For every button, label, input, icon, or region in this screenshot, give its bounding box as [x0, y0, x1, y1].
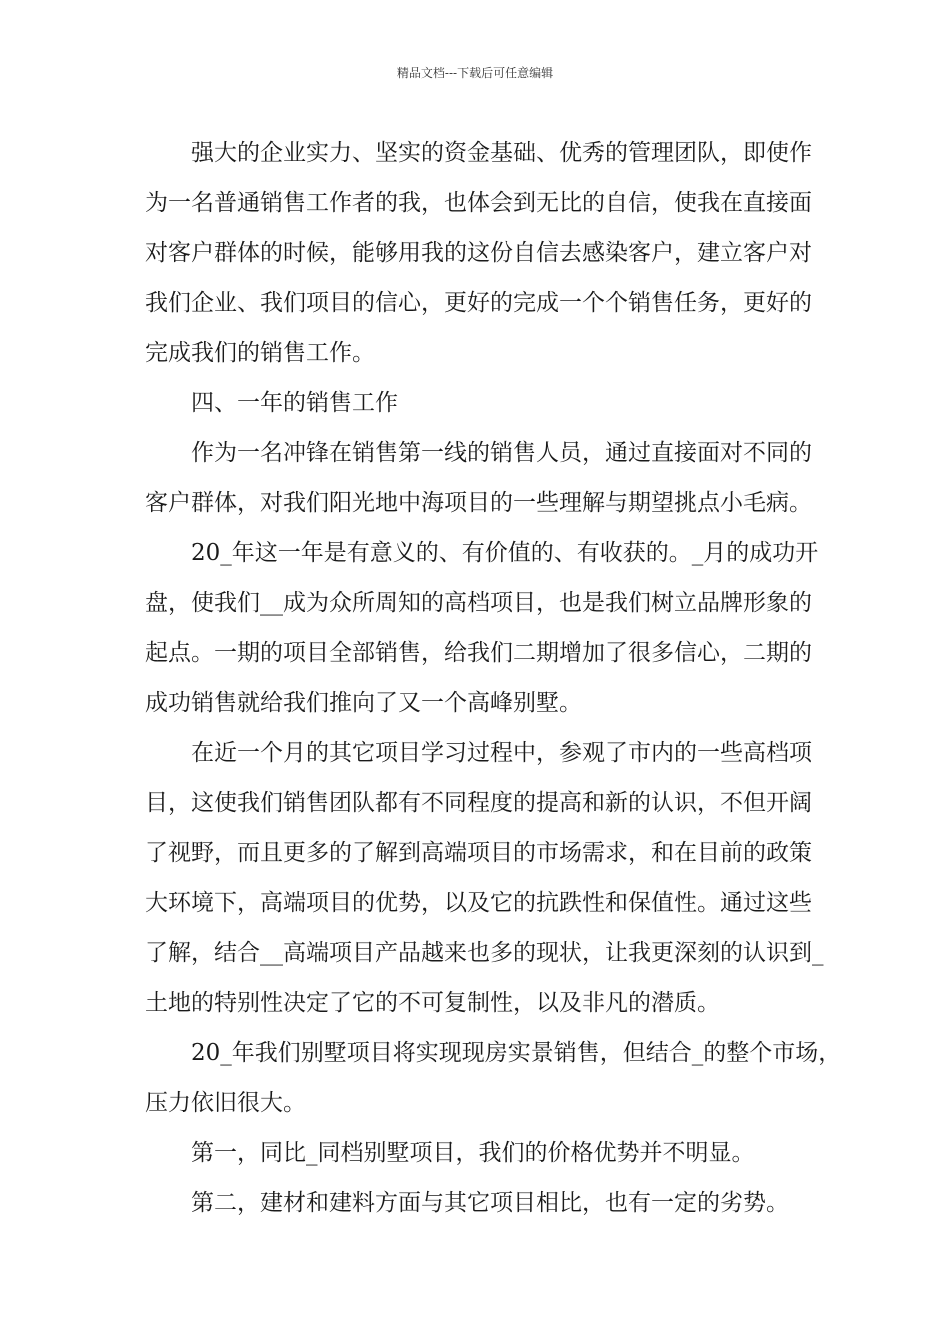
paragraph-point-one: [145, 1128, 809, 1178]
text-line: 压力依旧很大。: [145, 1090, 306, 1116]
text-line: 20_年这一年是有意义的、有价值的、有收获的。_月的成功开: [191, 540, 819, 566]
paragraph-company-strength: [145, 128, 812, 378]
text-line: 完成我们的销售工作。: [145, 340, 375, 366]
text-line: 盘，使我们__成为众所周知的高档项目，也是我们树立品牌形象的: [145, 590, 812, 616]
text-line: 客户群体，对我们阳光地中海项目的一些理解与期望挑点小毛病。: [145, 490, 812, 516]
text-line: 了视野，而且更多的了解到高端项目的市场需求，和在目前的政策: [145, 840, 812, 866]
text-line: 大环境下，高端项目的优势，以及它的抗跌性和保值性。通过这些: [145, 890, 812, 916]
document-body: [145, 128, 842, 1228]
text-line: 我们企业、我们项目的信心，更好的完成一个个销售任务，更好的: [145, 290, 812, 316]
section-heading-text: 四、一年的销售工作: [191, 390, 398, 416]
text-line: 作为一名冲锋在销售第一线的销售人员，通过直接面对不同的: [191, 440, 812, 466]
section-heading: [145, 378, 809, 428]
paragraph-frontline-sales: [145, 428, 812, 528]
page-header: 精品文档---下载后可任意编辑: [396, 66, 554, 80]
text-line: 土地的特别性决定了它的不可复制性，以及非凡的潜质。: [145, 990, 720, 1016]
text-line: 20_年我们别墅项目将实现现房实景销售，但结合_的整个市场，: [191, 1040, 842, 1066]
paragraph-year-review: [145, 528, 819, 728]
text-line: 目，这使我们销售团队都有不同程度的提高和新的认识，不但开阔: [145, 790, 812, 816]
text-line: 第一，同比_同档别墅项目，我们的价格优势并不明显。: [191, 1140, 755, 1166]
text-line: 第二，建材和建料方面与其它项目相比，也有一定的劣势。: [191, 1190, 789, 1216]
text-line: 成功销售就给我们推向了又一个高峰别墅。: [145, 690, 582, 716]
paragraph-market-pressure: [145, 1028, 842, 1128]
text-line: 为一名普通销售工作者的我，也体会到无比的自信，使我在直接面: [145, 190, 812, 216]
text-line: 起点。一期的项目全部销售，给我们二期增加了很多信心，二期的: [145, 640, 812, 666]
text-line: 了解，结合__高端项目产品越来也多的现状，让我更深刻的认识到_: [145, 940, 824, 966]
text-line: 在近一个月的其它项目学习过程中，参观了市内的一些高档项: [191, 740, 812, 766]
text-line: 强大的企业实力、坚实的资金基础、优秀的管理团队，即使作: [191, 140, 812, 166]
paragraph-project-study: [145, 728, 824, 1028]
text-line: 对客户群体的时候，能够用我的这份自信去感染客户，建立客户对: [145, 240, 812, 266]
paragraph-point-two: [145, 1178, 809, 1228]
